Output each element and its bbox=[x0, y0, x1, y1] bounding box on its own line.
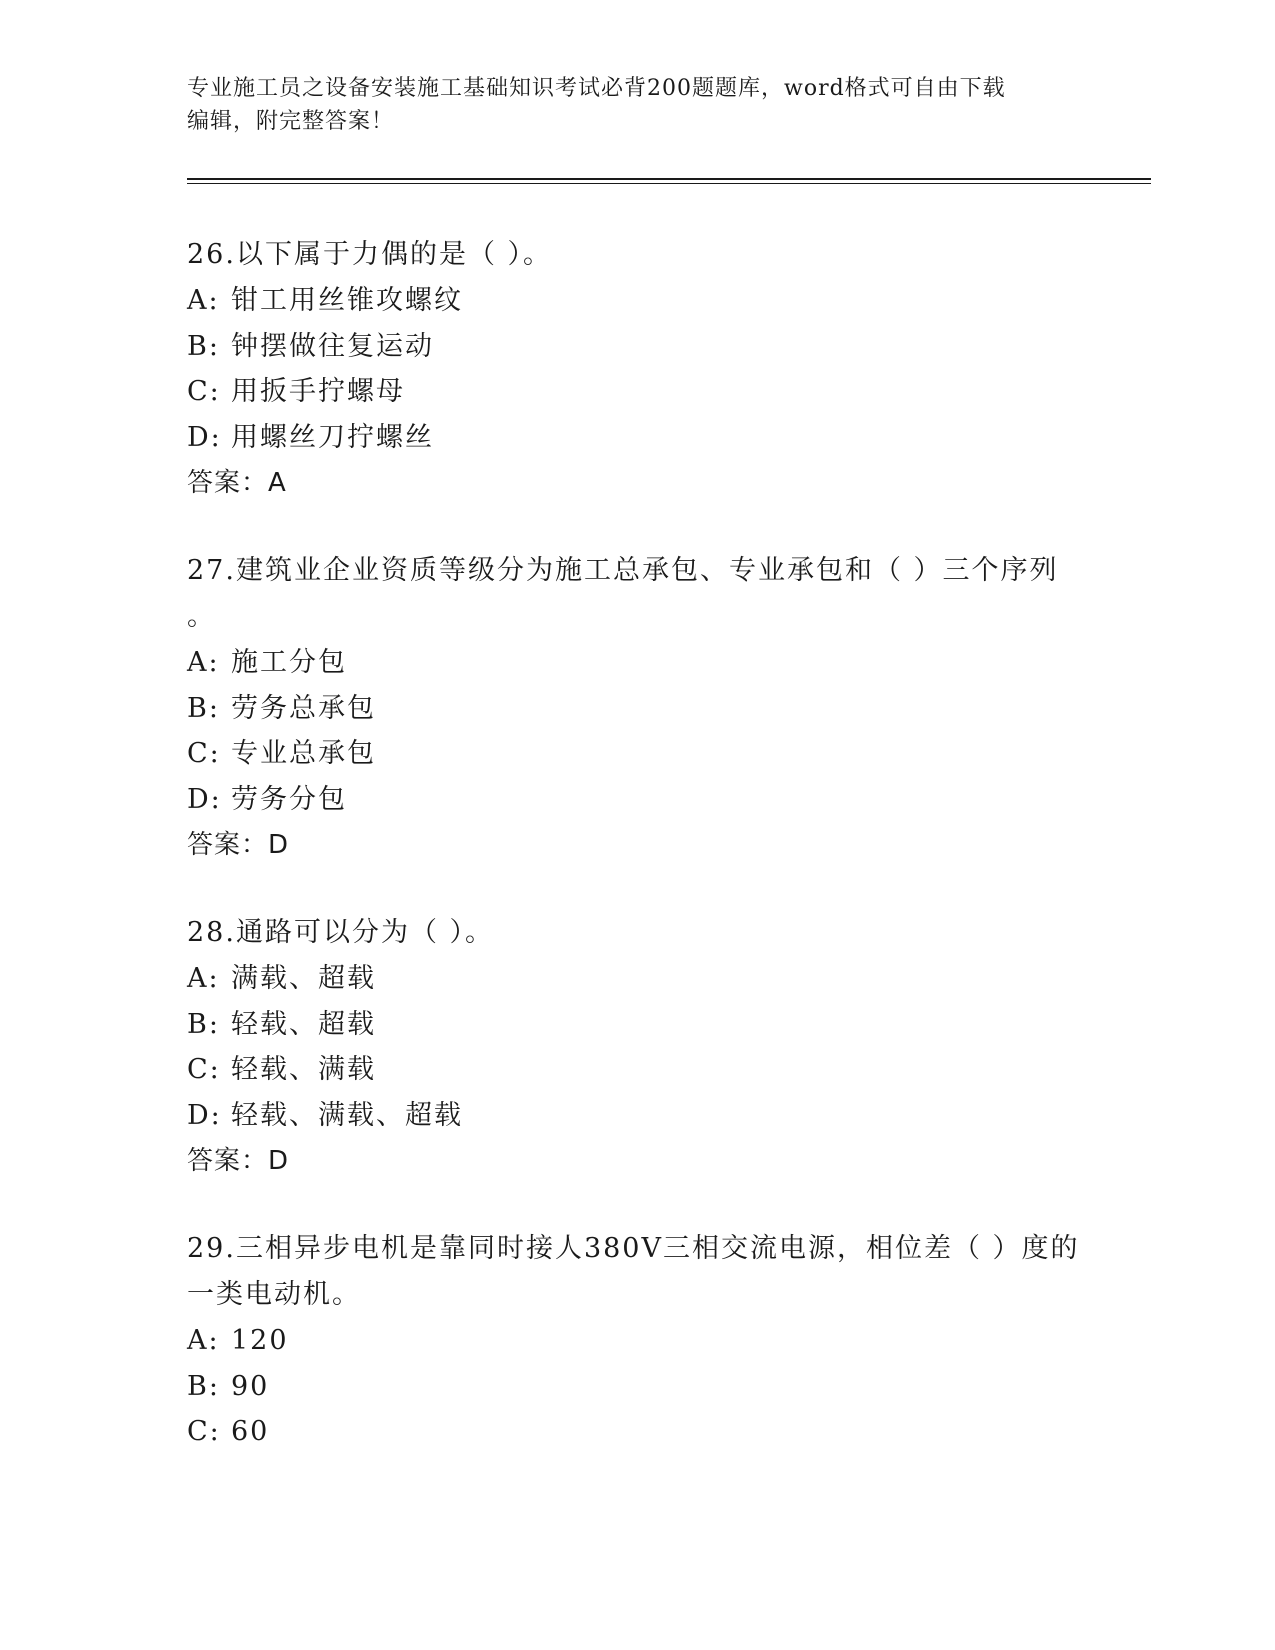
option-letter: B: bbox=[187, 1370, 220, 1402]
question-26 bbox=[187, 232, 1087, 506]
option-text: 120 bbox=[231, 1325, 289, 1356]
option-a bbox=[187, 640, 1087, 686]
question-stem: 28.通路可以分为（ ）。 bbox=[187, 917, 495, 948]
option-text: 轻载、满载、超载 bbox=[231, 1099, 463, 1131]
option-text: 施工分包 bbox=[231, 647, 347, 678]
option-text: 专业总承包 bbox=[231, 738, 376, 769]
question-28 bbox=[187, 910, 1087, 1184]
option-text: 90 bbox=[231, 1370, 270, 1402]
question-29 bbox=[187, 1226, 1087, 1455]
question-stem: 27.建筑业企业资质等级分为施工总承包、专业承包和（ ）三个序列 bbox=[187, 555, 1059, 586]
option-letter: C: bbox=[187, 1416, 221, 1447]
option-letter: B: bbox=[187, 330, 220, 362]
header-line-1: 专业施工员之设备安装施工基础知识考试必背200题题库，word格式可自由下载 bbox=[187, 76, 1006, 101]
option-text: 用扳手拧螺母 bbox=[231, 376, 405, 407]
answer-line: 答案：D bbox=[187, 830, 290, 860]
option-text: 轻载、超载 bbox=[231, 1008, 376, 1040]
header-divider-thin bbox=[187, 183, 1151, 184]
question-27 bbox=[187, 548, 1087, 868]
option-letter: A: bbox=[187, 647, 220, 678]
option-c bbox=[187, 369, 1087, 415]
option-letter: C: bbox=[187, 376, 221, 407]
answer-line: 答案：D bbox=[187, 1146, 290, 1176]
option-letter: D: bbox=[187, 421, 222, 453]
option-d bbox=[187, 415, 1087, 461]
option-text: 用螺丝刀拧螺丝 bbox=[231, 421, 434, 453]
option-c bbox=[187, 1047, 1087, 1093]
option-letter: A: bbox=[187, 1325, 220, 1356]
option-letter: A: bbox=[187, 963, 220, 994]
header-divider-thick bbox=[187, 178, 1151, 180]
question-stem: 29.三相异步电机是靠同时接人380V三相交流电源，相位差（ ）度的 bbox=[187, 1233, 1080, 1264]
option-text: 劳务总承包 bbox=[231, 692, 376, 724]
option-letter: D: bbox=[187, 783, 222, 815]
document-header bbox=[187, 72, 1087, 138]
question-stem-continued: 。 bbox=[187, 601, 216, 632]
option-d bbox=[187, 777, 1087, 823]
option-letter: C: bbox=[187, 738, 221, 769]
answer-line: 答案：A bbox=[187, 468, 287, 498]
option-letter: D: bbox=[187, 1099, 222, 1131]
option-a bbox=[187, 956, 1087, 1002]
option-text: 60 bbox=[231, 1416, 270, 1447]
option-b bbox=[187, 324, 1087, 370]
header-line-2: 编辑，附完整答案！ bbox=[187, 109, 395, 134]
option-text: 满载、超载 bbox=[231, 963, 376, 994]
option-d bbox=[187, 1093, 1087, 1139]
option-b bbox=[187, 1364, 1087, 1410]
option-text: 劳务分包 bbox=[231, 783, 347, 815]
option-letter: B: bbox=[187, 692, 220, 724]
question-stem-continued: 一类电动机。 bbox=[187, 1279, 361, 1310]
option-text: 轻载、满载 bbox=[231, 1054, 376, 1085]
option-b bbox=[187, 1002, 1087, 1048]
option-c bbox=[187, 1409, 1087, 1455]
option-a bbox=[187, 1318, 1087, 1364]
option-letter: C: bbox=[187, 1054, 221, 1085]
option-c bbox=[187, 731, 1087, 777]
option-b bbox=[187, 686, 1087, 732]
option-text: 钳工用丝锥攻螺纹 bbox=[231, 285, 463, 316]
question-stem: 26.以下属于力偶的是（ ）。 bbox=[187, 239, 553, 270]
option-letter: A: bbox=[187, 285, 220, 316]
option-a bbox=[187, 278, 1087, 324]
question-list bbox=[187, 232, 1087, 1497]
option-letter: B: bbox=[187, 1008, 220, 1040]
option-text: 钟摆做往复运动 bbox=[231, 330, 434, 362]
